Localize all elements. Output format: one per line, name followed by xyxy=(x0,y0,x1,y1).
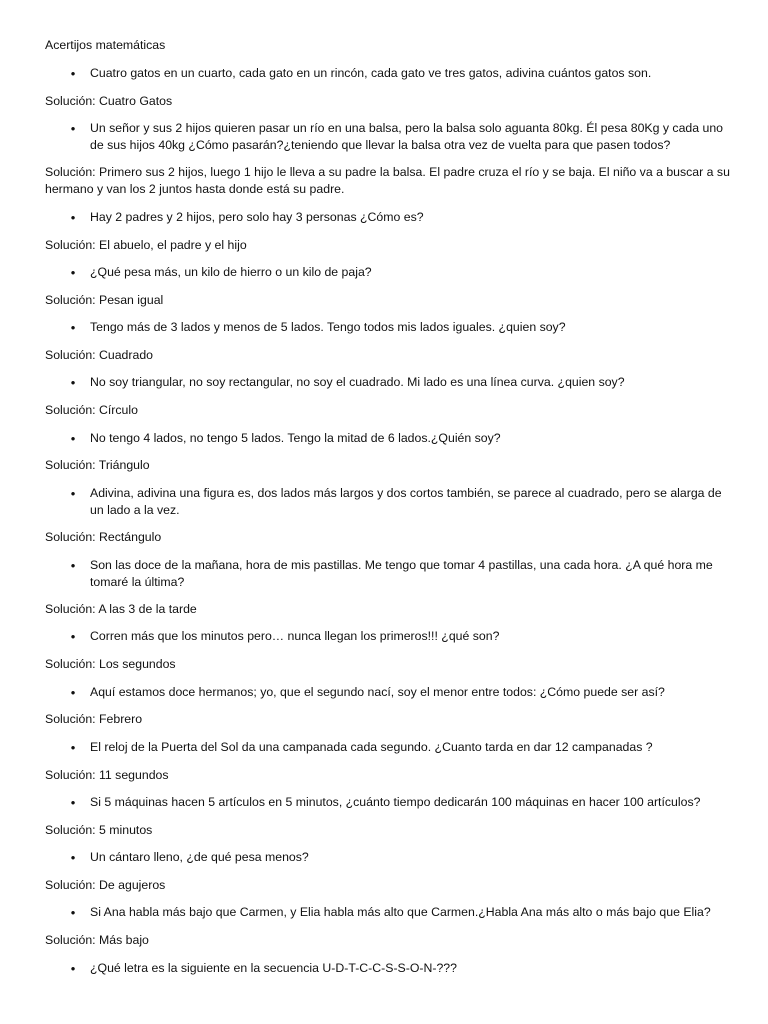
list-item-question xyxy=(68,65,728,82)
question-text: No soy triangular, no soy rectangular, no soy el cuadrado. Mi lado es una línea curva. ¿quien soy? xyxy=(90,375,625,389)
solution-text: Solución: Cuatro Gatos xyxy=(45,94,173,108)
question-text: Adivina, adivina una figura es, dos lados más largos y dos cortos también, se parece al cuadrado, pero se alarga de un lado a la vez. xyxy=(90,486,722,517)
question-text: Hay 2 padres y 2 hijos, pero solo hay 3 personas ¿Cómo es? xyxy=(90,210,424,224)
document-title: Acertijos matemáticas xyxy=(45,38,166,52)
question-text: No tengo 4 lados, no tengo 5 lados. Tengo la mitad de 6 lados.¿Quién soy? xyxy=(90,431,501,445)
list-item-question xyxy=(68,904,728,921)
list-item-question xyxy=(68,264,728,281)
list-item-question xyxy=(68,319,728,336)
list-item-question xyxy=(68,739,728,756)
question-text: El reloj de la Puerta del Sol da una campanada cada segundo. ¿Cuanto tarda en dar 12 campanadas ? xyxy=(90,740,653,754)
solution-text: Solución: Rectángulo xyxy=(45,530,162,544)
bullet-icon xyxy=(68,209,78,227)
bullet-icon xyxy=(68,120,78,138)
bullet-icon xyxy=(68,960,78,978)
solution-text: Solución: 11 segundos xyxy=(45,768,169,782)
bullet-icon xyxy=(68,430,78,448)
solution-text: Solución: Febrero xyxy=(45,712,143,726)
bullet-icon xyxy=(68,557,78,575)
bullet-icon xyxy=(68,264,78,282)
solution-text: Solución: Más bajo xyxy=(45,933,149,947)
list-item-question xyxy=(68,120,728,154)
question-text: ¿Qué letra es la siguiente en la secuencia U-D-T-C-C-S-S-O-N-??? xyxy=(90,961,457,975)
bullet-icon xyxy=(68,319,78,337)
solution-text: Solución: Triángulo xyxy=(45,458,150,472)
bullet-icon xyxy=(68,374,78,392)
bullet-icon xyxy=(68,849,78,867)
question-text: Cuatro gatos en un cuarto, cada gato en un rincón, cada gato ve tres gatos, adivina cuántos gatos son. xyxy=(90,66,652,80)
list-item-question xyxy=(68,849,728,866)
solution-text: Solución: Los segundos xyxy=(45,657,176,671)
bullet-icon xyxy=(68,65,78,83)
solution-text: Solución: Círculo xyxy=(45,403,138,417)
solution-text: Solución: Cuadrado xyxy=(45,348,154,362)
solution-text: Solución: De agujeros xyxy=(45,878,166,892)
bullet-icon xyxy=(68,739,78,757)
list-item-question xyxy=(68,684,728,701)
list-item-question xyxy=(68,485,728,519)
question-text: Tengo más de 3 lados y menos de 5 lados. Tengo todos mis lados iguales. ¿quien soy? xyxy=(90,320,566,334)
bullet-icon xyxy=(68,485,78,503)
bullet-icon xyxy=(68,628,78,646)
bullet-icon xyxy=(68,794,78,812)
question-text: ¿Qué pesa más, un kilo de hierro o un kilo de paja? xyxy=(90,265,372,279)
question-text: Si 5 máquinas hacen 5 artículos en 5 minutos, ¿cuánto tiempo dedicarán 100 máquinas en hacer 100 artículos? xyxy=(90,795,701,809)
question-text: Un cántaro lleno, ¿de qué pesa menos? xyxy=(90,850,309,864)
list-item-question xyxy=(68,960,728,977)
list-item-question xyxy=(68,794,728,811)
solution-text: Solución: 5 minutos xyxy=(45,823,153,837)
solution-text: Solución: El abuelo, el padre y el hijo xyxy=(45,238,247,252)
solution-text: Solución: Pesan igual xyxy=(45,293,164,307)
question-text: Corren más que los minutos pero… nunca llegan los primeros!!! ¿qué son? xyxy=(90,629,500,643)
list-item-question xyxy=(68,374,728,391)
question-text: Aquí estamos doce hermanos; yo, que el segundo nací, soy el menor entre todos: ¿Cómo puede ser así? xyxy=(90,685,665,699)
list-item-question xyxy=(68,628,728,645)
question-text: Un señor y sus 2 hijos quieren pasar un río en una balsa, pero la balsa solo aguanta 80kg. Él pesa 80Kg y cada uno de sus hijos 40kg ¿Cómo pasarán?¿teniendo que llevar la balsa otra vez de vuelta para que pasen todos? xyxy=(90,121,724,152)
list-item-question xyxy=(68,209,728,226)
question-text: Son las doce de la mañana, hora de mis pastillas. Me tengo que tomar 4 pastillas, una cada hora. ¿A qué hora me tomaré la última? xyxy=(90,558,713,589)
solution-text: Solución: Primero sus 2 hijos, luego 1 hijo le lleva a su padre la balsa. El padre cruza el río y se baja. El niño va a buscar a su hermano y van los 2 juntos hasta donde está su padre. xyxy=(45,165,730,196)
list-item-question xyxy=(68,430,728,447)
question-text: Si Ana habla más bajo que Carmen, y Elia habla más alto que Carmen.¿Habla Ana más alto o más bajo que Elia? xyxy=(90,905,711,919)
bullet-icon xyxy=(68,684,78,702)
bullet-icon xyxy=(68,904,78,922)
list-item-question xyxy=(68,557,728,591)
solution-text: Solución: A las 3 de la tarde xyxy=(45,602,197,616)
